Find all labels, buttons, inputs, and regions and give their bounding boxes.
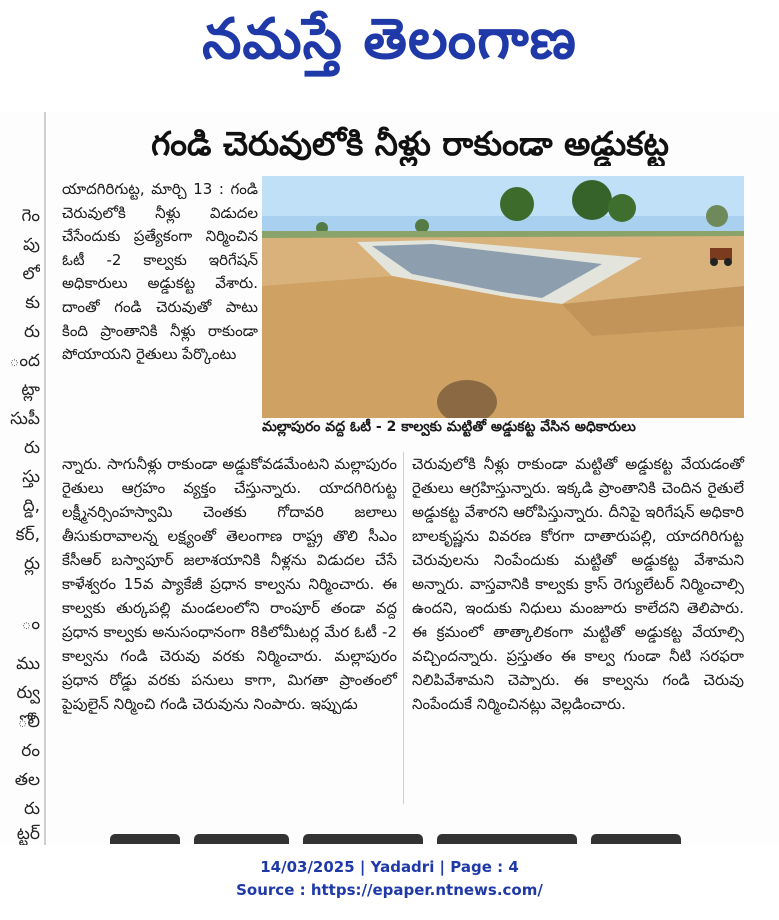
adjacent-column-fragment: కర్, — [15, 525, 40, 545]
footer-source-link[interactable]: Source : https://epaper.ntnews.com/ — [236, 881, 543, 899]
photo-caption: మల్లాపురం వద్ద ఓటీ - 2 కాల్వకు మట్టితో అడ్డుకట్ట వేసిన అధికారులు — [262, 419, 636, 435]
adjacent-column-fragment: పు — [23, 235, 40, 255]
adjacent-column-fragment: ర్వు — [16, 683, 40, 703]
article-headline: గండి చెరువులోకి నీళ్లు రాకుండా అడ్డుకట్ట — [151, 124, 669, 163]
adjacent-column-fragment: ము — [16, 654, 40, 674]
adjacent-column-fragment: ం — [21, 614, 40, 634]
adjacent-column-fragment: ోలీ — [17, 712, 40, 732]
adjacent-column-fragment: ర్లు — [24, 554, 40, 574]
newspaper-clipping — [0, 112, 779, 845]
masthead-logo: నమస్తే తెలంగాణ — [202, 6, 577, 72]
adjacent-column-fragment: రు — [24, 799, 40, 819]
article-photo — [262, 176, 744, 418]
adjacent-column-fragment: ద్డి, — [22, 496, 40, 516]
adjacent-column-fragment: సుపీ — [10, 409, 40, 429]
adjacent-column-fragment: ట్లా — [21, 380, 40, 400]
adjacent-column-fragment: రు — [24, 322, 40, 342]
article-body-right-column: చెరువులోకి నీళ్లు రాకుండా మట్టితో అడ్డుకట్ట వేయడంతో రైతులు ఆగ్రహిస్తున్నారు. ఇక్కడి ప్రాంతానికి చెందిన రైతులే అడ్డుకట్ట వేశారని ఆరోపిస్తున్నారు. దీనిపై ఇరిగేషన్ అధికారి బాలకృష్ణను వివరణ కోరగా దాతారుపల్లి, యాదగిరిగుట్ట చెరువులను నింపేందుకు మట్టితో అడ్డుకట్ట వేశామని అన్నారు. వాస్తవానికి కాల్వకు క్రాస్ రెగ్యులేటర్ నిర్మించాల్సి ఉందని, ఇందుకు నిధులు మంజూరు కాలేదని తెలిపారు. ఈ క్రమంలో తాత్కాలికంగా మట్టితో అడ్డుకట్ట వేయాల్సి వచ్చిందన్నారు. ప్రస్తుతం ఈ కాల్వ గుండా నీటి సరఫరా నిలిపివేశామని చెప్పారు. ఈ కాల్వను గండి చెరువు నింపేందుకే నిర్మించినట్లు వెల్లడించారు. — [412, 455, 744, 713]
adjacent-column-fragment: ట్టర్ — [16, 824, 40, 844]
masthead — [0, 0, 779, 112]
adjacent-column-fragment: కు — [25, 293, 40, 313]
page-footer — [0, 845, 779, 920]
article-body-left-column: న్నారు. సాగునీళ్లు రాకుండా అడ్డుకోవడమేంటని మల్లాపురం రైతులు ఆగ్రహం వ్యక్తం చేస్తున్నారు. యాదగిరిగుట్ట లక్ష్మీనర్సింహస్వామి చెంతకు గోదావరి జలాలు తీసుకురావాలన్న లక్ష్యంతో తెలంగాణ రాష్ట్ర తొలి సీఎం కేసీఆర్ బస్వాపూర్ జలాశయానికి నీళ్లను విడుదల చేసే కాళేశ్వరం 15వ ప్యాకేజీ ప్రధాన కాల్వను నిర్మించారు. ఈ కాల్వకు తుర్కపల్లి మండలంలోని రాంపూర్ తండా వద్ద ప్రధాన కాల్వకు అనుసంధానంగా 8కిలోమీటర్ల మేర ఓటీ -2 కాల్వను గండి చెరువు వరకు నిర్మించారు. మల్లాపురం ప్రధాన రోడ్డు వరకు పనులు కాగా, మిగతా ప్రాంతంలో పైపులైన్ నిర్మించి గండి చెరువును నింపారు. ఇప్పుడు — [62, 455, 397, 713]
adjacent-column-fragment: తల — [14, 770, 40, 790]
adjacent-column-fragment: రం — [21, 741, 40, 761]
adjacent-column-fragment: లో — [22, 264, 40, 284]
canal-photo-illustration — [262, 176, 744, 418]
adjacent-column-strip — [0, 112, 46, 845]
column-divider — [403, 452, 404, 804]
next-headline-cutoff — [110, 824, 730, 844]
footer-date-edition: 14/03/2025 | Yadadri | Page : 4 — [260, 858, 519, 876]
adjacent-column-fragment: రు — [24, 438, 40, 458]
article-lead-paragraph: యాదగిరిగుట్ట, మార్చి 13 : గండి చెరువులోకి నీళ్లు విడుదల చేసేందుకు ప్రత్యేకంగా నిర్మించిన ఓటీ -2 కాల్వకు ఇరిగేషన్ అధికారులు అడ్డుకట్ట వేశారు. దాంతో గండి చెరువుతో పాటు కింది ప్రాంతానికి నీళ్లు రాకుండా పోయాయని రైతులు పేర్కొంటు — [62, 180, 258, 364]
adjacent-column-fragment: స్తు — [22, 467, 40, 487]
adjacent-column-fragment: గెం — [21, 206, 40, 226]
adjacent-column-fragment: ంద — [9, 351, 40, 371]
